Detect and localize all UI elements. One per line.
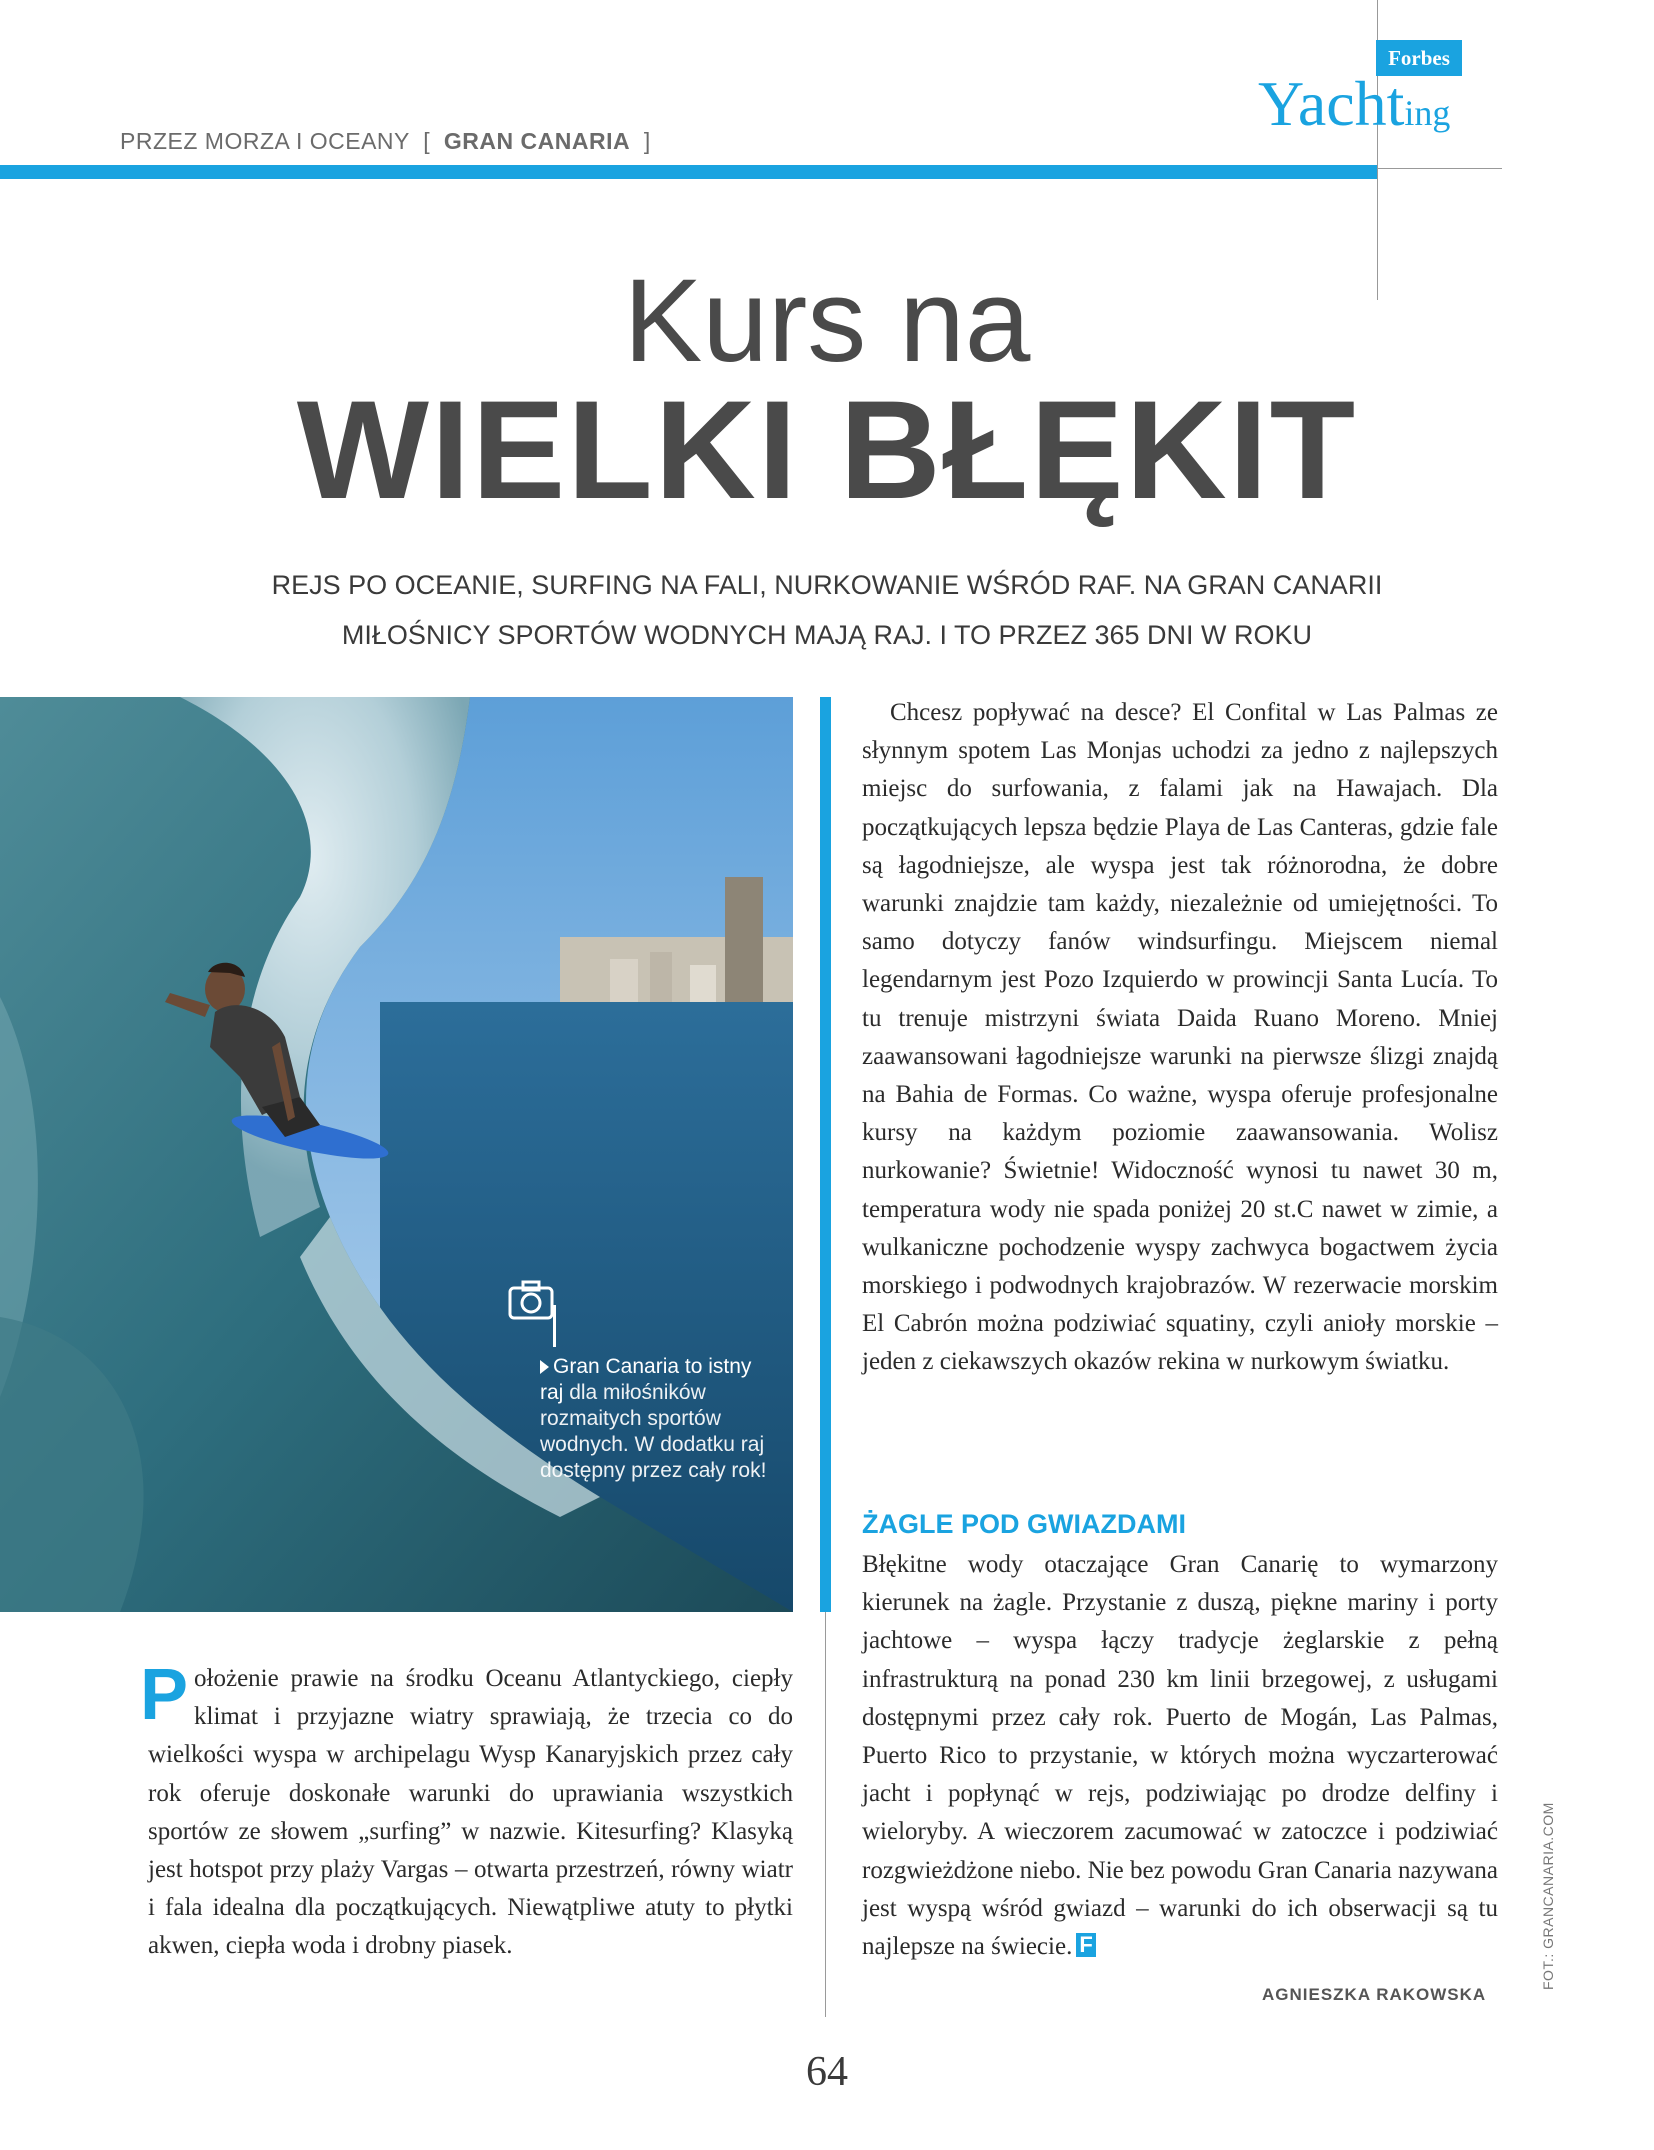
caption-arrow-icon bbox=[540, 1360, 549, 1374]
header-thin-rule bbox=[1377, 168, 1502, 169]
kicker-bracket-open: [ bbox=[423, 128, 431, 154]
body-column-right-2 bbox=[862, 1546, 1498, 1966]
column-divider bbox=[825, 1612, 826, 2017]
header-rule bbox=[0, 165, 1377, 179]
lead-paragraph bbox=[180, 560, 1474, 660]
drop-cap: P bbox=[140, 1655, 189, 1735]
body-paragraph-right-2-text: Błękitne wody otaczające Gran Canarię to wymarzony kierunek na żagle. Przystanie z duszą, piękne mariny i porty jachtowe – wyspa łączy tradycje żeglarskie z pełną infrastrukturą na ponad 230 km linii brzegowej, z usługami dostępnymi przez cały rok. Puerto de Mogán, Las Palmas, Puerto Rico to przystanie, w których można wyczarterować jacht i popłynąć w rejs, podziwiając po drodze delfiny i wieloryby. A wieczorem zacumować w zatoczce i podziwiać rozgwieżdżone niebo. Nie bez powodu Gran Canaria nazywana jest wyspą wśród gwiazd – warunki do ich obserwacji są tu najlepsze na świecie. bbox=[862, 1551, 1498, 1961]
body-column-right bbox=[862, 694, 1498, 1382]
end-mark: F bbox=[1076, 1933, 1095, 1957]
section-kicker bbox=[120, 128, 651, 155]
body-column-left bbox=[140, 1655, 793, 1966]
kicker-bracket-close: ] bbox=[643, 128, 651, 154]
subheading: ŻAGLE POD GWIAZDAMI bbox=[862, 1509, 1186, 1539]
lead-line-2: MIŁOŚNICY SPORTÓW WODNYCH MAJĄ RAJ. I TO PRZEZ 365 DNI W ROKU bbox=[341, 620, 1313, 650]
forbes-logo: Forbes bbox=[1376, 40, 1462, 76]
kicker-prefix: PRZEZ MORZA I OCEANY bbox=[120, 128, 410, 154]
photo-credit: FOT.: GRANCANARIA.COM bbox=[1540, 1802, 1556, 1990]
caption-pointer bbox=[553, 1305, 556, 1347]
headline-line-1: Kurs na bbox=[623, 255, 1031, 387]
kicker-section: GRAN CANARIA bbox=[443, 128, 631, 154]
caption-text: dla miłośników rozmaitych sportów wodnych. W dodatku raj dostępny przez cały rok! bbox=[540, 1381, 767, 1482]
section-logo-main: Yacht bbox=[1258, 68, 1405, 139]
page-number: 64 bbox=[806, 2049, 848, 2095]
author-byline: AGNIESZKA RAKOWSKA bbox=[1262, 1985, 1487, 2004]
body-paragraph-left bbox=[140, 1655, 793, 1966]
photo-caption bbox=[540, 1354, 780, 1484]
section-logo bbox=[1258, 68, 1451, 139]
body-paragraph-right-1: Chcesz popływać na desce? El Confital w Las Palmas ze słynnym spotem Las Monjas uchodzi za jedno z najlepszych miejsc do surfowania, z falami jak na Hawajach. Dla początkujących lepsza będzie Playa de Las Canteras, gdzie fale są łagodniejsze, ale wyspa jest tak różnorodna, że dobre warunki znajdzie tam każdy, niezależnie od umiejętności. To samo dotyczy fanów windsurfingu. Miejscem niemal legendarnym jest Pozo Izquierdo w prowincji Santa Lucía. To tu trenuje mistrzyni świata Daida Ruano Moreno. Mniej zaawansowani łagodniejsze warunki na pierwsze ślizgi znajdą na Bahia de Formas. Co ważne, wyspa oferuje profesjonalne kursy na każdym poziomie zaawansowania. Wolisz nurkowanie? Świetnie! Widoczność wynosi tu nawet 30 m, temperatura wody nie spada poniżej 20 st.C nawet w zimie, a wulkaniczne pochodzenie wyspy zachwyca bogactwem życia morskiego i podwodnych krajobrazów. W rezerwacie morskim El Cabrón można podziwiać squatiny, czyli anioły morskie – jeden z ciekawszych okazów rekina w nurkowym światku. bbox=[862, 699, 1498, 1376]
camera-icon bbox=[508, 1280, 554, 1320]
body-paragraph-left-text: ołożenie prawie na środku Oceanu Atlantyckiego, ciepły klimat i przyjazne wiatry sprawiają, że trzecia co do wielkości wyspa w archipelagu Wysp Kanaryjskich przez cały rok oferuje doskonałe warunki do uprawiania wszystkich sportów ze słowem „surfing” w nazwie. Kitesurfing? Klasyką jest hotspot przy plaży Vargas – otwarta przestrzeń, równy wiatr i fala idealna dla początkujących. Niewątpliwe atuty to płytki akwen, ciepła woda i drobny piasek. bbox=[148, 1665, 793, 1960]
headline-line-2: WIELKI BŁĘKIT bbox=[296, 371, 1358, 528]
lead-line-1: REJS PO OCEANIE, SURFING NA FALI, NURKOWANIE WŚRÓD RAF. NA GRAN CANARII bbox=[271, 570, 1383, 600]
column-accent-bar bbox=[820, 697, 831, 1612]
body-paragraph-right-2 bbox=[862, 1546, 1498, 1966]
section-logo-suffix: ing bbox=[1404, 93, 1451, 133]
caption-bold: Gran Canaria to istny raj bbox=[540, 1355, 752, 1404]
